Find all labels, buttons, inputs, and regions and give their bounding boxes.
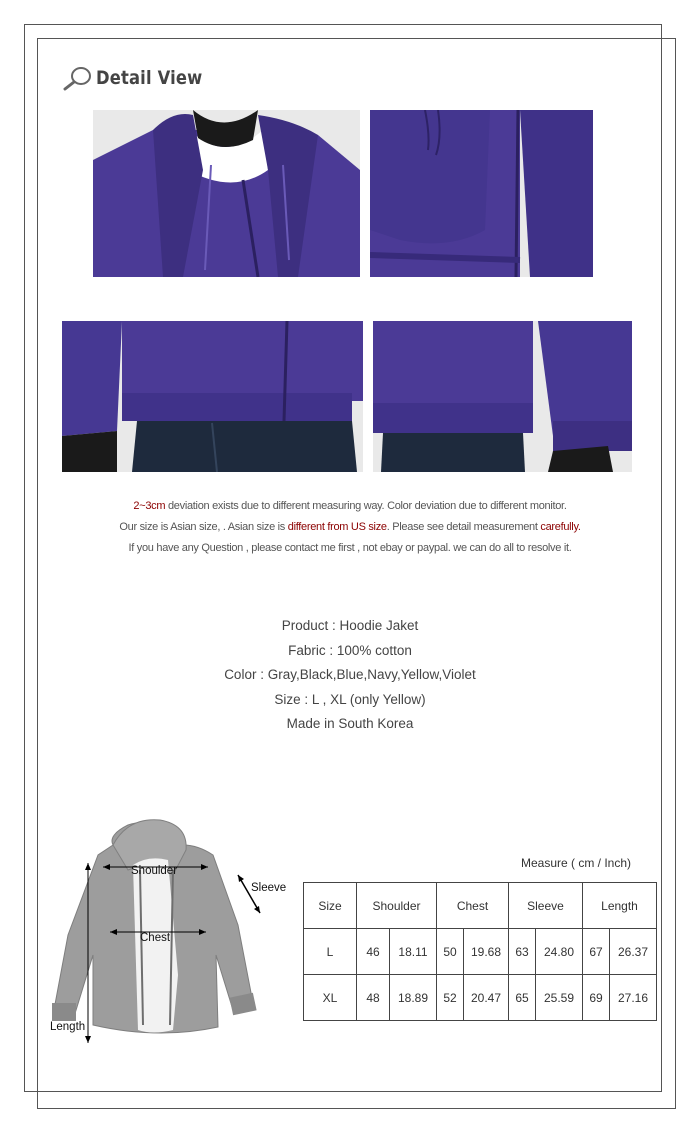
us-size-warning: different from US size	[287, 521, 387, 533]
table-header-row	[304, 883, 657, 929]
header-length: Length	[583, 883, 657, 929]
cell-chest-cm: 52	[437, 975, 464, 1021]
cell-chest-in: 20.47	[464, 975, 509, 1021]
sleeve-label: Sleeve	[251, 882, 287, 894]
spec-origin: Made in South Korea	[286, 716, 414, 731]
cell-length-in: 27.16	[610, 975, 657, 1021]
notice-line-3: If you have any Question , please contact me first , not ebay or paypal. we can do all to resolve it.	[128, 542, 572, 554]
measurement-diagram	[48, 815, 298, 1055]
length-label: Length	[50, 1021, 86, 1033]
cell-shoulder-in: 18.89	[390, 975, 437, 1021]
product-specs	[40, 614, 660, 737]
cell-shoulder-cm: 48	[357, 975, 390, 1021]
photo-hood-collar	[93, 110, 360, 277]
cell-sleeve-in: 24.80	[536, 929, 583, 975]
shoulder-label: Shoulder	[131, 865, 178, 877]
cell-size: XL	[304, 975, 357, 1021]
page-title: Detail View	[96, 67, 203, 89]
asian-size-text: Our size is Asian size, . Asian size is	[119, 521, 288, 533]
cell-length-cm: 67	[583, 929, 610, 975]
cell-shoulder-in: 18.11	[390, 929, 437, 975]
header-chest: Chest	[437, 883, 509, 929]
cell-sleeve-in: 25.59	[536, 975, 583, 1021]
cell-size: L	[304, 929, 357, 975]
header-sleeve: Sleeve	[509, 883, 583, 929]
magnifier-icon	[62, 65, 92, 91]
measure-caption: Measure ( cm / Inch)	[521, 856, 632, 870]
header-size: Size	[304, 883, 357, 929]
notice-line-2	[40, 517, 660, 538]
hoodie-diagram-image	[48, 815, 298, 1055]
measurement-text: . Please see detail measurement	[386, 521, 541, 533]
spec-color: Color : Gray,Black,Blue,Navy,Yellow,Violet	[224, 667, 476, 682]
carefully-text: carefully.	[540, 521, 581, 533]
table-row	[304, 975, 657, 1021]
deviation-range: 2~3cm	[133, 500, 166, 512]
notice-line-1	[40, 496, 660, 517]
size-notice	[40, 496, 660, 559]
spec-size: Size : L , XL (only Yellow)	[274, 691, 426, 707]
size-table	[303, 882, 657, 1021]
chest-label: Chest	[140, 932, 171, 944]
header-shoulder: Shoulder	[357, 883, 437, 929]
spec-fabric: Fabric : 100% cotton	[288, 642, 412, 658]
deviation-text: deviation exists due to different measuring way. Color deviation due to different monitor.	[165, 500, 567, 512]
spec-product: Product : Hoodie Jaket	[281, 618, 419, 633]
cell-sleeve-cm: 65	[509, 975, 536, 1021]
photo-hem-front	[62, 321, 363, 472]
cell-sleeve-cm: 63	[509, 929, 536, 975]
table-row	[304, 929, 657, 975]
cell-chest-in: 19.68	[464, 929, 509, 975]
photo-hem-side	[373, 321, 632, 472]
photo-front-pocket	[370, 110, 593, 277]
cell-length-cm: 69	[583, 975, 610, 1021]
cell-shoulder-cm: 46	[357, 929, 390, 975]
detail-view-header	[62, 64, 220, 92]
cell-chest-cm: 50	[437, 929, 464, 975]
cell-length-in: 26.37	[610, 929, 657, 975]
